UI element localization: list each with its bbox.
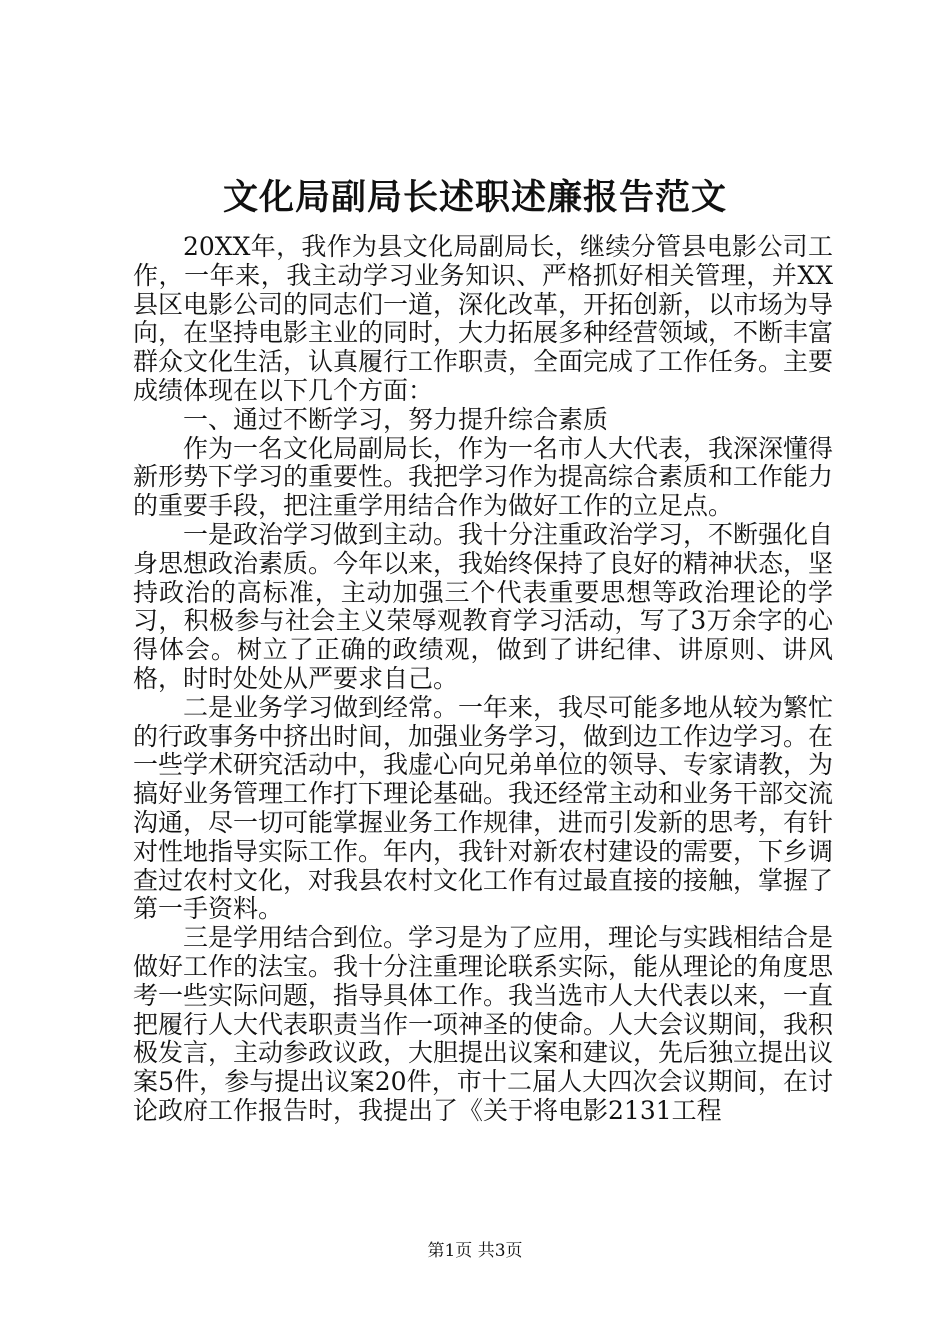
paragraph-intro: 20XX年，我作为县文化局副局长，继续分管县电影公司工作，一年来，我主动学习业务知识、严格抓好相关管理，并XX县区电影公司的同志们一道，深化改革，开拓创新，以市场为导向，在坚持电影主业的同时，大力拓展多种经营领域，不断丰富群众文化生活，认真履行工作职责，全面完成了工作任务。主要成绩体现在以下几个方面： [133, 232, 834, 405]
section-heading: 一、通过不断学习，努力提升综合素质 [183, 404, 609, 434]
document-body [133, 233, 833, 1126]
paragraph-business-study: 二是业务学习做到经常。一年来，我尽可能多地从较为繁忙的行政事务中挤出时间，加强业务学习，做到边工作边学习。在一些学术研究活动中，我虚心向兄弟单位的领导、专家请教，为搞好业务管理工作打下理论基础。我还经常主动和业务干部交流沟通，尽一切可能掌握业务工作规律，进而引发新的思考，有针对性地指导实际工作。年内，我针对新农村建设的需要，下乡调查过农村文化，对我县农村文化工作有过最直接的接触，掌握了第一手资料。 [133, 692, 834, 924]
paragraph-political-study: 一是政治学习做到主动。我十分注重政治学习，不断强化自身思想政治素质。今年以来，我始终保持了良好的精神状态，坚持政治的高标准，主动加强三个代表重要思想等政治理论的学习，积极参与社会主义荣辱观教育学习活动，写了3万余字的心得体会。树立了正确的政绩观，做到了讲纪律、讲原则、讲风格，时时处处从严要求自己。 [133, 519, 834, 693]
document-title: 文化局副局长述职述廉报告范文 [222, 177, 727, 218]
paragraph-apply-learning: 三是学用结合到位。学习是为了应用，理论与实践相结合是做好工作的法宝。我十分注重理论联系实际，能从理论的角度思考一些实际问题，指导具体工作。我当选市人大代表以来，一直把履行人大代表职责当作一项神圣的使命。人大会议期间，我积极发言，主动参政议政，大胆提出议案和建议，先后独立提出议案5件，参与提出议案20件，市十二届人大四次会议期间，在讨论政府工作报告时，我提出了《关于将电影2131工程 [133, 923, 834, 1125]
paragraph-learning-overview: 作为一名文化局副局长，作为一名市人大代表，我深深懂得新形势下学习的重要性。我把学习作为提高综合素质和工作能力的重要手段，把注重学用结合作为做好工作的立足点。 [133, 433, 834, 521]
page-number: 第1页 共3页 [427, 1241, 523, 1261]
